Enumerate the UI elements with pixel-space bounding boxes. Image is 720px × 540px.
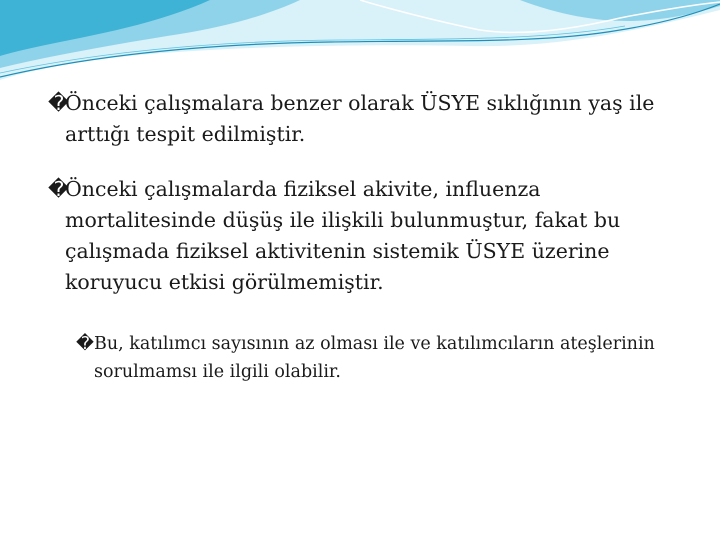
bullet-item xyxy=(48,88,688,150)
bullet-text: Önceki çalışmalarda fiziksel akivite, influenza mortalitesinde düşüş ile ilişkili bulunmuştur, fakat bu çalışmada fiziksel aktivitenin sistemik ÜSYE üzerine koruyucu etkisi görülmemiştir. xyxy=(65,177,621,294)
bullet-item xyxy=(48,174,688,298)
bullet-text: Önceki çalışmalara benzer olarak ÜSYE sıklığının yaş ile arttığı tespit edilmiştir. xyxy=(65,91,655,146)
header-wave-decoration xyxy=(0,0,720,90)
bullet-marker: � xyxy=(76,334,94,354)
bullet-marker: � xyxy=(48,177,70,201)
slide-content xyxy=(48,88,688,404)
sub-bullet-text: Bu, katılımcı sayısının az olması ile ve katılımcıların ateşlerinin sorulmamsı ile ilgili olabilir. xyxy=(94,334,655,382)
sub-bullet-item xyxy=(76,330,688,386)
bullet-marker: � xyxy=(48,91,70,115)
